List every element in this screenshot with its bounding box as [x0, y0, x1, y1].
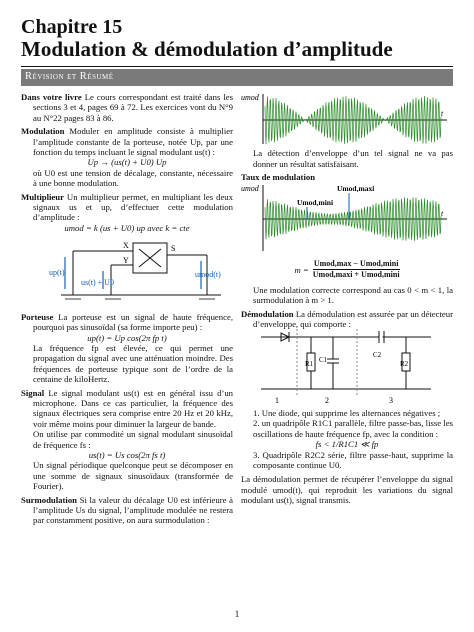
label-up: up(t): [49, 268, 65, 278]
term-modulation: Modulation: [21, 126, 65, 137]
g2-xlabel: t: [441, 208, 444, 218]
section-band-label: Révision et Résumé: [25, 71, 114, 82]
modulation-text: Moduler en amplitude consiste à multiplier l’amplitude constante de la porteuse, notée Up, par une fonction du temps incluant le signal modulant us(t) :: [33, 126, 234, 158]
m-lhs: m =: [294, 264, 309, 275]
graph-taux: [241, 183, 453, 253]
envelope-detector-circuit: [241, 329, 453, 405]
ou-text: où U0 est une tension de décalage, constante, nécessaire à une bonne modulation.: [33, 167, 233, 189]
equation-porteuse: up(t) = Up cos(2π fp t): [87, 332, 167, 343]
m-denominator: Umod,maxi + Umod,mini: [312, 270, 400, 280]
taux-title: Taux de modulation: [241, 172, 316, 183]
g2-ylabel: umod: [241, 183, 259, 193]
surmodulation-text: Si la valeur du décalage U0 est inférieure à l’amplitude Us du signal, l’amplitude modulée ne restera par constamment positive, on aura surmodulation :: [33, 494, 233, 526]
equation-multiplieur: umod = k (us + U0) up avec k = cte: [64, 222, 190, 233]
right-column: [241, 90, 453, 506]
title-rule: [21, 66, 453, 67]
equation-signal: us(t) = Us cos(2π fs t): [88, 449, 166, 460]
periodic-text: Un signal périodique quelconque peut se décomposer en une somme de signaux sinusoïdaux (transformée de Fourier).: [33, 460, 233, 492]
m-numerator: Umod,max − Umod,mini: [313, 259, 399, 269]
port-s: S: [171, 244, 176, 254]
g2-max-label: Umod,maxi: [337, 183, 375, 193]
detection-text: La détection d’enveloppe d’un tel signal ne va pas donner un résultat satisfaisant.: [253, 148, 453, 169]
signal-text-2: On utilise par commodité un signal modulant sinusoïdal de fréquence fs :: [33, 429, 233, 450]
chapter-label: Chapitre 15: [21, 16, 123, 38]
circuit-n2: 2: [325, 396, 329, 406]
demodulation-text: La démodulation est assurée par un détecteur d’enveloppe, qui comporte :: [253, 308, 454, 330]
port-x: X: [123, 241, 129, 251]
port-y: Y: [123, 256, 129, 266]
final-text: La démodulation permet de récupérer l’enveloppe du signal modulé umod(t), qui reproduit les variations du signal modulant us(t), signal transmis.: [241, 474, 453, 506]
equation-condition: fs < 1/R1C1 ≪ fp: [315, 439, 379, 450]
label-us: us(t) + U0: [81, 278, 114, 288]
equation-modulation: Up → (us(t) + U0) Up: [87, 157, 167, 168]
graph-surmodulation: [241, 90, 453, 146]
correct-text: Une modulation correcte correspond au cas 0 < m < 1, la surmodulation à m > 1.: [253, 284, 453, 306]
porteuse-text: La porteuse est un signal de haute fréquence, pourquoi pas sinusoïdal (sa forme importe peu) :: [33, 311, 234, 333]
section-band: [21, 69, 453, 86]
page-title: Modulation & démodulation d’amplitude: [21, 37, 393, 61]
term-demodulation: Démodulation: [241, 308, 294, 319]
left-column: [21, 92, 233, 526]
page-number: 1: [234, 609, 240, 619]
g1-ylabel: umod: [241, 93, 259, 102]
circuit-r1: R1: [305, 360, 314, 369]
term-signal: Signal: [21, 387, 45, 398]
g2-min-label: Umod,mini: [297, 197, 334, 207]
term-multiplieur: Multiplieur: [21, 191, 64, 202]
term-dans: Dans votre livre: [21, 92, 82, 102]
label-umod: umod(t): [195, 270, 221, 280]
list-item: 3. Quadripôle R2C2 série, filtre passe-haut, supprime la composante continue U0.: [253, 449, 453, 470]
multiplier-diagram: [21, 233, 233, 309]
g1-xlabel: t: [441, 109, 444, 118]
signal-text: Le signal modulant us(t) est en général issu d’un microphone. Dans ce cas particulier, la fréquence des signaux électriques sera comprise entre 20 Hz et 20 kHz, voir même moins pour diminuer la largeur de bande.: [33, 387, 234, 429]
term-surmodulation: Surmodulation: [21, 494, 78, 505]
circuit-c2: C2: [373, 351, 382, 360]
circuit-n3: 3: [389, 396, 393, 406]
term-porteuse: Porteuse: [21, 311, 54, 322]
list-item: 1. Une diode, qui supprime les alternances négatives ;: [253, 407, 441, 418]
circuit-r2: R2: [400, 360, 409, 369]
circuit-c1: C1: [319, 356, 328, 365]
frequence-text: La fréquence fp est élevée, ce qui permet une propagation du signal avec une atténuation moindre. Des fréquences de porteuse typique sont de l’ordre de la centaine de kiloHertz.: [33, 342, 233, 385]
circuit-n1: 1: [275, 396, 279, 406]
dans-text: Le cours correspondant est traité dans les sections 3 et 4, pages 69 à 72. Les exercices vont du N°9 au N°22 pages 83 à 86.: [33, 92, 234, 123]
list-item: 2. un quadripôle R1C1 parallèle, filtre passe-bas, lisse les oscillations de haute fréquence fp, avec la condition :: [253, 418, 453, 439]
multiplieur-text: Un multiplieur permet, en multipliant les deux signaux us et up, d’effectuer cette modulation d’amplitude :: [33, 191, 233, 223]
